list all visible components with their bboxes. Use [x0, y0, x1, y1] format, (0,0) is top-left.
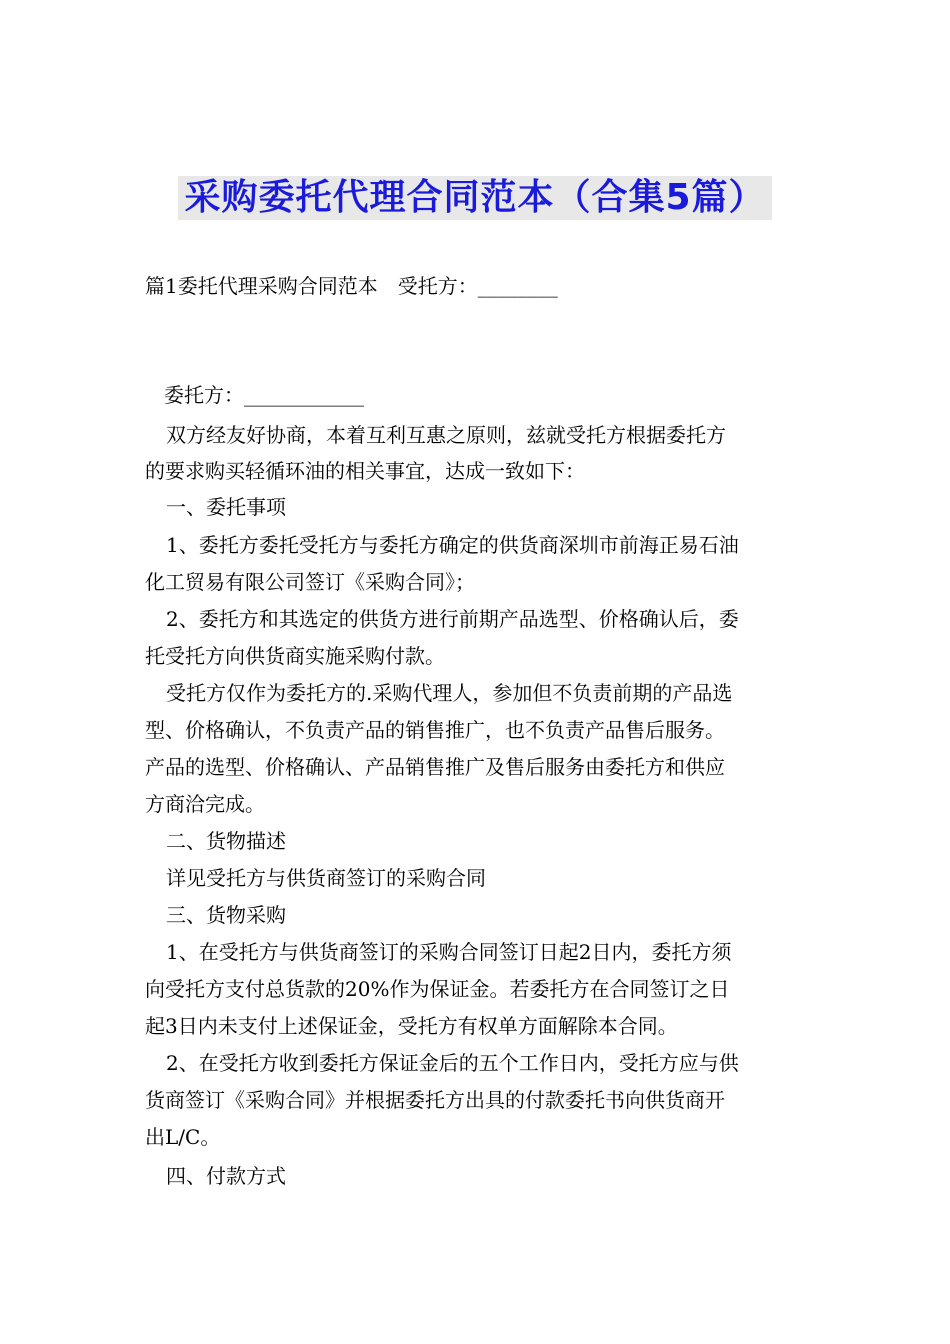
- subtitle-line: 篇1委托代理采购合同范本 受托方：________: [145, 274, 558, 298]
- paragraph-line: 2、在受托方收到委托方保证金后的五个工作日内，受托方应与供: [166, 1051, 739, 1075]
- section-heading: 二、货物描述: [166, 829, 286, 853]
- paragraph-line: 托受托方向供货商实施采购付款。: [145, 644, 445, 668]
- paragraph-line: 向受托方支付总货款的20%作为保证金。若委托方在合同签订之日: [145, 977, 730, 1001]
- section-heading: 一、委托事项: [166, 495, 286, 519]
- paragraph-line: 2、委托方和其选定的供货方进行前期产品选型、价格确认后，委: [166, 607, 739, 631]
- paragraph-line: 的要求购买轻循环油的相关事宜，达成一致如下：: [145, 459, 585, 483]
- paragraph-line: 详见受托方与供货商签订的采购合同: [166, 866, 486, 890]
- paragraph-line: 产品的选型、价格确认、产品销售推广及售后服务由委托方和供应: [145, 755, 725, 779]
- paragraph-line: 型、价格确认，不负责产品的销售推广，也不负责产品售后服务。: [145, 718, 725, 742]
- paragraph-line: 化工贸易有限公司签订《采购合同》；: [145, 570, 475, 594]
- paragraph-line: 1、委托方委托受托方与委托方确定的供货商深圳市前海正易石油: [166, 533, 739, 557]
- party-line: 委托方：____________: [164, 383, 364, 407]
- paragraph-line: 双方经友好协商，本着互利互惠之原则，兹就受托方根据委托方: [166, 423, 726, 447]
- section-heading: 三、货物采购: [166, 903, 286, 927]
- section-heading: 四、付款方式: [166, 1164, 286, 1188]
- paragraph-line: 1、在受托方与供货商签订的采购合同签订日起2日内，委托方须: [166, 940, 732, 964]
- paragraph-line: 出L/C。: [145, 1125, 221, 1149]
- paragraph-line: 货商签订《采购合同》并根据委托方出具的付款委托书向供货商开: [145, 1088, 725, 1112]
- title-wrap: [0, 176, 950, 220]
- paragraph-line: 受托方仅作为委托方的.采购代理人，参加但不负责前期的产品选: [166, 681, 733, 705]
- paragraph-line: 方商洽完成。: [145, 792, 265, 816]
- paragraph-line: 起3日内未支付上述保证金，受托方有权单方面解除本合同。: [145, 1014, 678, 1038]
- document-title: 采购委托代理合同范本（合集5篇）: [178, 176, 771, 220]
